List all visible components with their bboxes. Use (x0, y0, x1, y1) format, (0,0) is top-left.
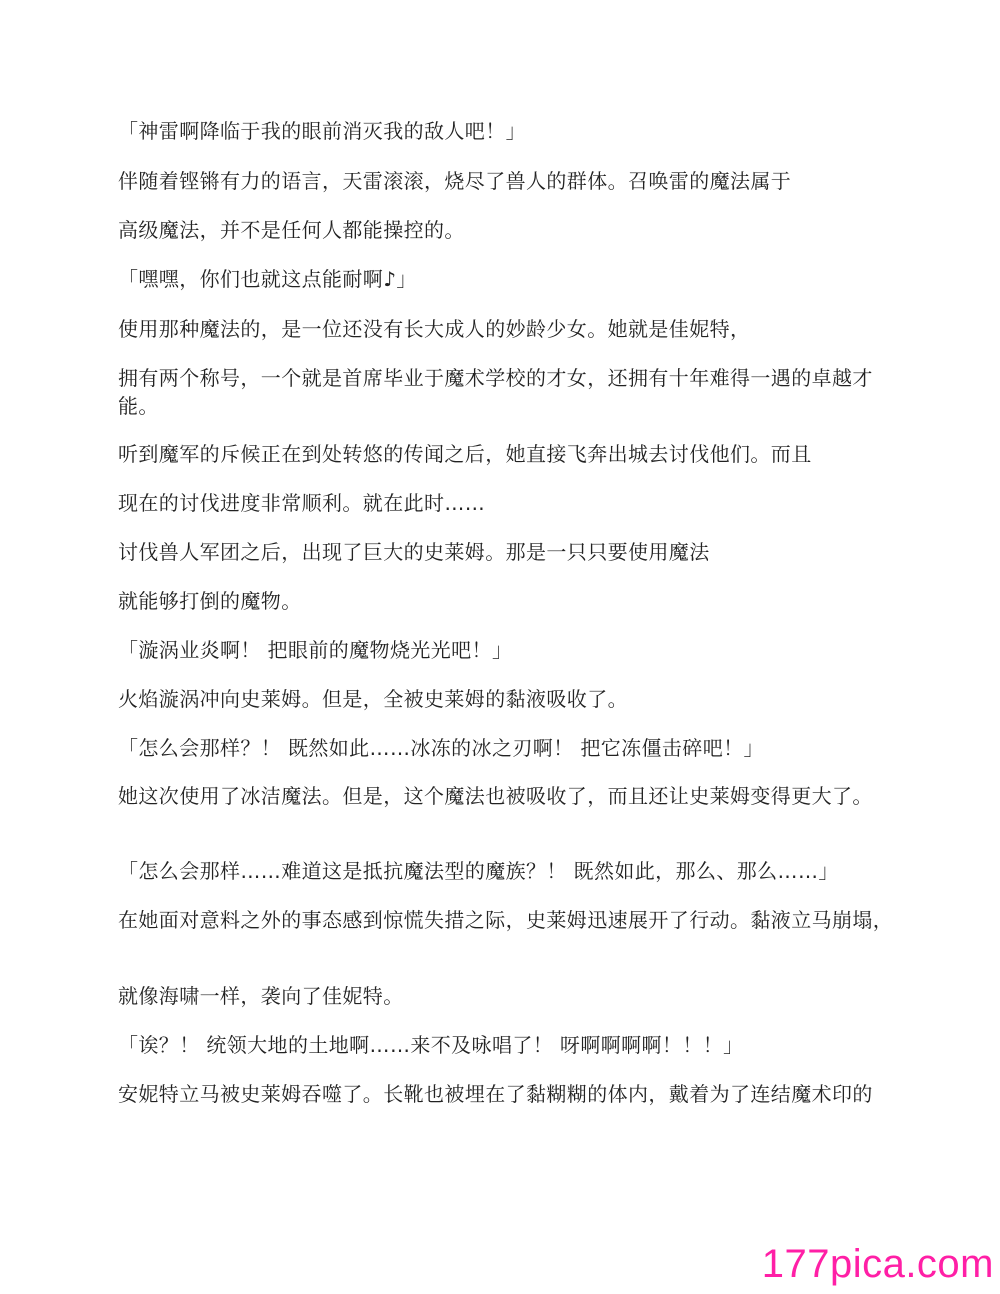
paragraph-4: 「嘿嘿，你们也就这点能耐啊♪」 (118, 267, 417, 291)
paragraph-10: 就能够打倒的魔物。 (118, 589, 302, 613)
paragraph-3: 高级魔法，并不是任何人都能操控的。 (118, 218, 465, 242)
watermark-text: 177pica.com (761, 1242, 994, 1286)
paragraph-19: 安妮特立马被史莱姆吞噬了。长靴也被埋在了黏糊糊的体内，戴着为了连结魔术印的 (118, 1082, 873, 1106)
paragraph-11: 「漩涡业炎啊！ 把眼前的魔物烧光光吧！」 (118, 638, 513, 662)
paragraph-8: 现在的讨伐进度非常顺利。就在此时…… (118, 491, 486, 515)
paragraph-15: 「怎么会那样……难道这是抵抗魔法型的魔族？！ 既然如此，那么、那么……」 (118, 859, 839, 883)
paragraph-17: 就像海啸一样，袭向了佳妮特。 (118, 984, 404, 1008)
paragraph-9: 讨伐兽人军团之后，出现了巨大的史莱姆。那是一只只要使用魔法 (118, 540, 710, 564)
paragraph-5: 使用那种魔法的，是一位还没有长大成人的妙龄少女。她就是佳妮特， (118, 317, 751, 341)
paragraph-12: 火焰漩涡冲向史莱姆。但是，全被史莱姆的黏液吸收了。 (118, 687, 628, 711)
paragraph-7: 听到魔军的斥候正在到处转悠的传闻之后，她直接飞奔出城去讨伐他们。而且 (118, 442, 812, 466)
paragraph-13: 「怎么会那样？！ 既然如此……冰冻的冰之刃啊！ 把它冻僵击碎吧！」 (118, 736, 764, 760)
paragraph-16: 在她面对意料之外的事态感到惊慌失措之际，史莱姆迅速展开了行动。黏液立马崩塌， (118, 908, 894, 932)
paragraph-6: 拥有两个称号，一个就是首席毕业于魔术学校的才女，还拥有十年难得一遇的卓越才能。 (118, 366, 873, 418)
paragraph-2: 伴随着铿锵有力的语言，天雷滚滚，烧尽了兽人的群体。召唤雷的魔法属于 (118, 169, 792, 193)
paragraph-18: 「诶？！ 统领大地的土地啊……来不及咏唱了！ 呀啊啊啊啊！！！」 (118, 1033, 744, 1057)
paragraph-14: 她这次使用了冰洁魔法。但是，这个魔法也被吸收了，而且还让史莱姆变得更大了。 (118, 784, 873, 808)
paragraph-1: 「神雷啊降临于我的眼前消灭我的敌人吧！」 (118, 119, 526, 143)
